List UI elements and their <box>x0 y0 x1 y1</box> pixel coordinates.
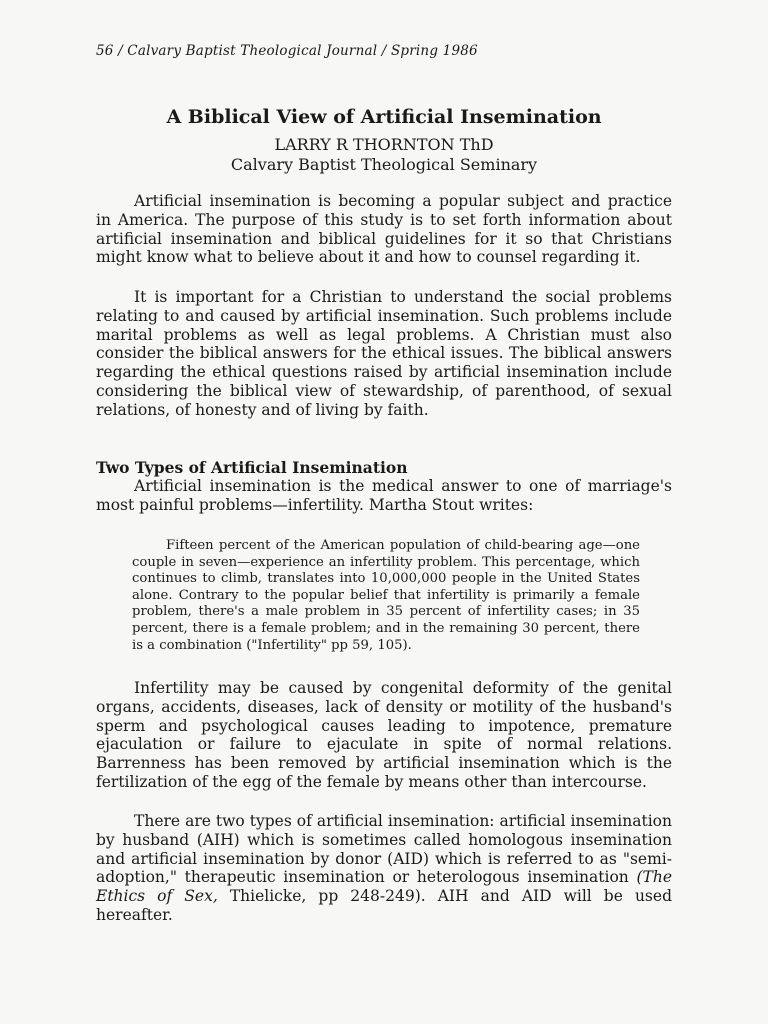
citation-title: (The Ethics of Sex, <box>96 868 672 906</box>
paragraph-social-problems: It is important for a Christian to understand the social problems relating to and caused by artificial insemination. Such problems include marital problems as well as legal problems. A Christian must also consider the biblical answers for the ethical issues. The biblical answers regarding the ethical questions raised by artificial insemination include considering the biblical view of stewardship, of parenthood, of sexual relations, of honesty and of living by faith. <box>96 288 672 419</box>
paragraph-two-types <box>96 812 672 925</box>
running-head: 56 / Calvary Baptist Theological Journal / Spring 1986 <box>96 43 478 59</box>
paragraph-intro: Artificial insemination is becoming a popular subject and practice in America. The purpose of this study is to set forth information about artificial insemination and biblical guidelines for it so that Christians might know what to believe about it and how to counsel regarding it. <box>96 192 672 267</box>
article-title: A Biblical View of Artificial Insemination <box>166 106 602 128</box>
block-quote: Fifteen percent of the American population of child-bearing age—one couple in seven—experience an infertility problem. This percentage, which continues to climb, translates into 10,000,000 people in the United States alone. Contrary to the popular belief that infertility is primarily a female problem, there's a male problem in 35 percent of infertility cases; in 35 percent, there is a female problem; and in the remaining 30 percent, there is a combination ("Infertility" pp 59, 105). <box>132 538 640 653</box>
section-heading: Two Types of Artificial Insemination <box>96 458 408 477</box>
paragraph-infertility: Artificial insemination is the medical answer to one of marriage's most painful problems—infertility. Martha Stout writes: <box>96 477 672 514</box>
paragraph-two-types-end: Thielicke, pp 248-249). AIH and AID will be used hereafter. <box>96 887 672 924</box>
paragraph-causes: Infertility may be caused by congenital deformity of the genital organs, accidents, diseases, lack of density or motility of the husband's sperm and psychological causes leading to impotence, premature ejaculation or failure to ejaculate in spite of normal relations. Barrenness has been removed by artificial insemination which is the fertilization of the egg of the female by means other than intercourse. <box>96 679 672 791</box>
author-name: LARRY R THORNTON ThD <box>274 135 494 154</box>
author-affiliation: Calvary Baptist Theological Seminary <box>230 155 538 174</box>
paragraph-two-types-text: There are two types of artificial insemination: artificial insemination by husband (AIH) which is sometimes called homologous insemination and artificial insemination by donor (AID) which is referred to as "semi-adoption," therapeutic insemination or heterologous insemination <box>96 812 672 887</box>
